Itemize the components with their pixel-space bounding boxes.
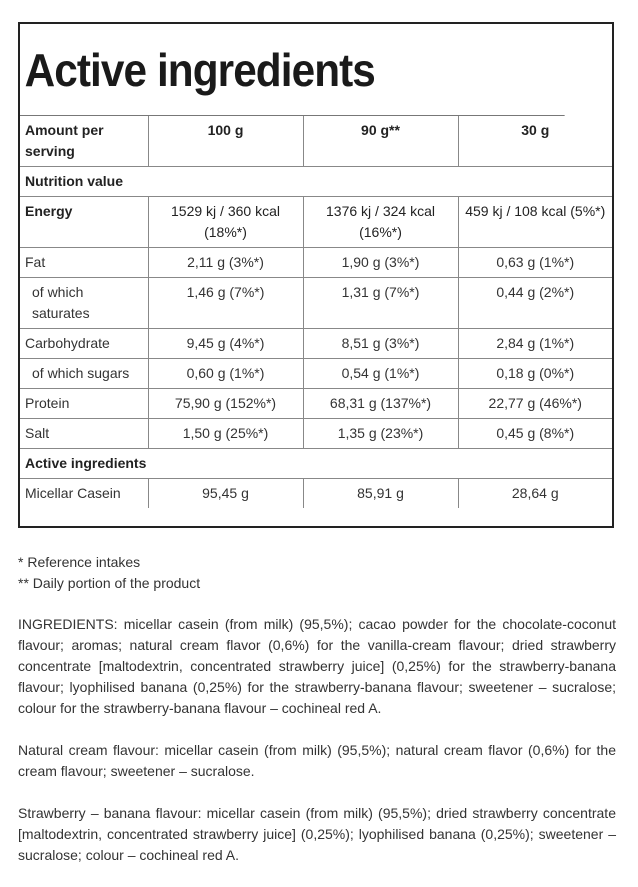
row-value: 28,64 g: [458, 479, 612, 509]
row-value: 1,90 g (3%*): [303, 248, 458, 278]
header-label: Amount per serving: [20, 116, 148, 167]
row-label: Micellar Casein: [20, 479, 148, 509]
table-header-row: [20, 116, 612, 167]
ingredients-paragraph: INGREDIENTS: micellar casein (from milk) (95,5%); cacao powder for the chocolate-coconut flavour; aromas; natural cream flavor (0,6%) for the vanilla-cream flavour; dried strawberry concentrate [maltodextrin, concentrated strawberry juice] (0,25%) for the strawberry-banana flavour; lyophilised banana (0,25%) for the strawberry-banana flavour; sweetener – sucralose; colour for the strawberry-banana flavour – cochineal red A.: [18, 616, 616, 716]
footnotes: [18, 552, 616, 594]
row-label: Protein: [20, 389, 148, 419]
row-value: 0,18 g (0%*): [458, 359, 612, 389]
footnote-daily-portion: ** Daily portion of the product: [18, 575, 201, 591]
row-value: 2,84 g (1%*): [458, 329, 612, 359]
table-row: [20, 329, 612, 359]
row-value: 1,35 g (23%*): [303, 419, 458, 449]
row-value: 95,45 g: [148, 479, 303, 509]
row-label: Salt: [20, 419, 148, 449]
ingredients-text: [18, 614, 616, 887]
row-value: 0,54 g (1%*): [303, 359, 458, 389]
table-row: [20, 479, 612, 509]
header-col-30g: 30 g: [521, 122, 550, 138]
header-col-90g: 90 g**: [303, 116, 458, 167]
row-value: 1376 kj / 324 kcal (16%*): [303, 197, 458, 248]
table-row: [20, 359, 612, 389]
table-row: [20, 278, 612, 329]
nutrition-panel: [18, 22, 614, 528]
row-value: 0,63 g (1%*): [458, 248, 612, 278]
row-value: 68,31 g (137%*): [303, 389, 458, 419]
row-value: 0,60 g (1%*): [148, 359, 303, 389]
table-row: [20, 419, 612, 449]
section-label: Nutrition value: [20, 167, 612, 197]
row-value: 1529 kj / 360 kcal (18%*): [148, 197, 303, 248]
row-value: 9,45 g (4%*): [148, 329, 303, 359]
row-label: Fat: [20, 248, 148, 278]
table-row: [20, 197, 612, 248]
row-value: 1,46 g (7%*): [148, 278, 303, 329]
row-value: 22,77 g (46%*): [458, 389, 612, 419]
row-value: 1,31 g (7%*): [303, 278, 458, 329]
row-value: 85,91 g: [303, 479, 458, 509]
section-label: Active ingredients: [20, 449, 612, 479]
cream-flavour-paragraph: Natural cream flavour: micellar casein (from milk) (95,5%); natural cream flavor (0,6%) for the cream flavour; sweetener – sucralose.: [18, 742, 616, 779]
footnote-reference-intakes: * Reference intakes: [18, 554, 141, 570]
row-value: 0,45 g (8%*): [458, 419, 612, 449]
row-label: of which saturates: [20, 278, 148, 329]
strawberry-banana-paragraph: Strawberry – banana flavour: micellar casein (from milk) (95,5%); dried strawberry concentrate [maltodextrin, concentrated strawberry juice] (0,25%); lyophilised banana (0,25%); sweetener – sucralose; colour – cochineal red A.: [18, 805, 616, 863]
row-value: 1,50 g (25%*): [148, 419, 303, 449]
row-label: Carbohydrate: [20, 329, 148, 359]
nutrition-table: [20, 116, 612, 508]
row-value: 75,90 g (152%*): [148, 389, 303, 419]
row-label: of which sugars: [20, 359, 148, 389]
table-row: [20, 248, 612, 278]
section-row-active: [20, 449, 612, 479]
panel-title: Active ingredients: [20, 24, 565, 116]
section-row-nutrition: [20, 167, 612, 197]
row-value: 8,51 g (3%*): [303, 329, 458, 359]
row-value: 0,44 g (2%*): [458, 278, 612, 329]
row-label: Energy: [20, 197, 148, 248]
table-row: [20, 389, 612, 419]
header-col-100g: 100 g: [148, 116, 303, 167]
row-value: 459 kj / 108 kcal (5%*): [458, 197, 612, 248]
row-value: 2,11 g (3%*): [148, 248, 303, 278]
